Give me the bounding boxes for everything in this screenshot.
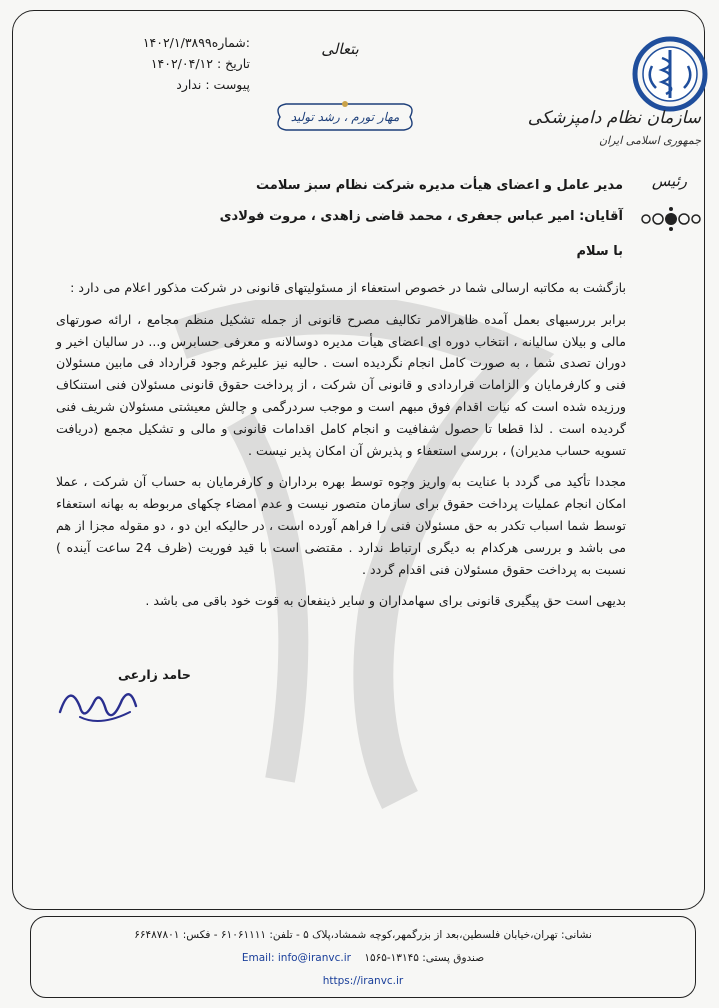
veterinary-organization-logo-icon (632, 36, 708, 112)
motto-text: مهار تورم ، رشد تولید (290, 110, 400, 124)
basmala: بتعالی (321, 40, 359, 58)
signer-name: حامد زارعی (118, 667, 191, 682)
footer-address: نشانی: تهران،خیابان فلسطین،بعد از بزرگمهر،کوچه شمشاد،پلاک ۵ - تلفن: ۶۱۰۶۱۱۱۱ - فکس: ۶۶۴۸۷۸۰۱ (134, 929, 592, 941)
head-title: رئیس (651, 172, 687, 190)
footer-email[interactable]: Email: info@iranvc.ir (241, 952, 351, 964)
greeting: با سلام (576, 244, 623, 259)
footer-contact (31, 952, 695, 964)
body-paragraph-3: مجددا تأکید می گردد با عنایت به واریز وجوه توسط بهره برداران و کارفرمایان به حساب آن شرکت ، عملا امکان انجام عملیات پرداخت حقوق برای سازمان متصور نیست و عدم امضاء چکهای مربوطه به بهانه استعفاء توسط شما اسباب تکدر به حق مسئولان فنی را فراهم آورده است ، در حالیکه این دو ، دو مقوله مجزا از هم می باشد و بررسی هرکدام به دیگری ارتباط ندارد . مقتضی است با قید فوریت (ظرف 24 ساعت آینده ) نسبت به پرداخت حقوق مسئولان فنی اقدام گردد . (56, 474, 626, 577)
organization-subtitle: جمهوری اسلامی ایران (598, 134, 701, 147)
letter-meta (70, 32, 250, 95)
organization-name: سازمان نظام دامپزشکی (527, 108, 701, 128)
letter-attachment: پیوست : ندارد (176, 77, 250, 92)
letter-body (56, 277, 626, 622)
footer-postal: صندوق پستی: ۱۳۱۴۵-۱۵۶۵ (364, 952, 485, 964)
motto-banner (270, 100, 420, 134)
letter-footer (30, 916, 696, 998)
letter-date: تاریخ : ۱۴۰۲/۰۴/۱۲ (150, 56, 250, 71)
body-paragraph-1: بازگشت به مکاتبه ارسالی شما در خصوص استعفاء از مسئولیتهای قانونی در شرکت مذکور اعلام می دارد : (70, 280, 626, 295)
recipient-line: مدیر عامل و اعضای هیأت مدیره شرکت نظام سبز سلامت (256, 178, 623, 193)
handwritten-signature-icon (50, 672, 160, 732)
footer-website[interactable]: https://iranvc.ir (322, 975, 404, 987)
recipient-names: آقایان: امیر عباس جعفری ، محمد قاضی زاهدی ، مروت فولادی (219, 209, 623, 224)
body-paragraph-2: برابر بررسیهای بعمل آمده ظاهرالامر تکالیف مصرح قانونی از جمله تشکیل منظم مجامع ، ارائه صورتهای مالی و بیلان سالیانه ، انتخاب دوره ای اعضای هیأت مدیره دوسالانه و معرفی حسابرس و... در سالیان اخیر و دوران تصدی شما ، به صورت کامل انجام نگردیده است . حالیه نیز علیرغم وجود قرارداد فی مابین مسئولان فنی و کارفرمایان و الزامات قراردادی و قانونی آن شرکت ، از پرداخت حقوق قانونی مسئولان فنی استنکاف ورزیده شده است که نیات اقدام فوق مبهم است و موجب سردرگمی و چالش معیشتی مسئولان شریف فنی گردیده است . لذا قطعا تا حصول شفافیت و انجام کامل اقدامات قانونی و مالی و تشکیل مجمع (دریافت تسویه حساب مدیران) ، بررسی استعفاء و پذیرش آن امکان پذیر نیست . (56, 311, 626, 458)
body-paragraph-4: بدیهی است حق پیگیری قانونی برای سهامداران و سایر ذینفعان به قوت خود باقی می باشد . (145, 593, 626, 609)
ornament-icon (636, 204, 706, 234)
letter-number: :شماره۱۴۰۲/۱/۳۸۹۹ (142, 35, 250, 50)
